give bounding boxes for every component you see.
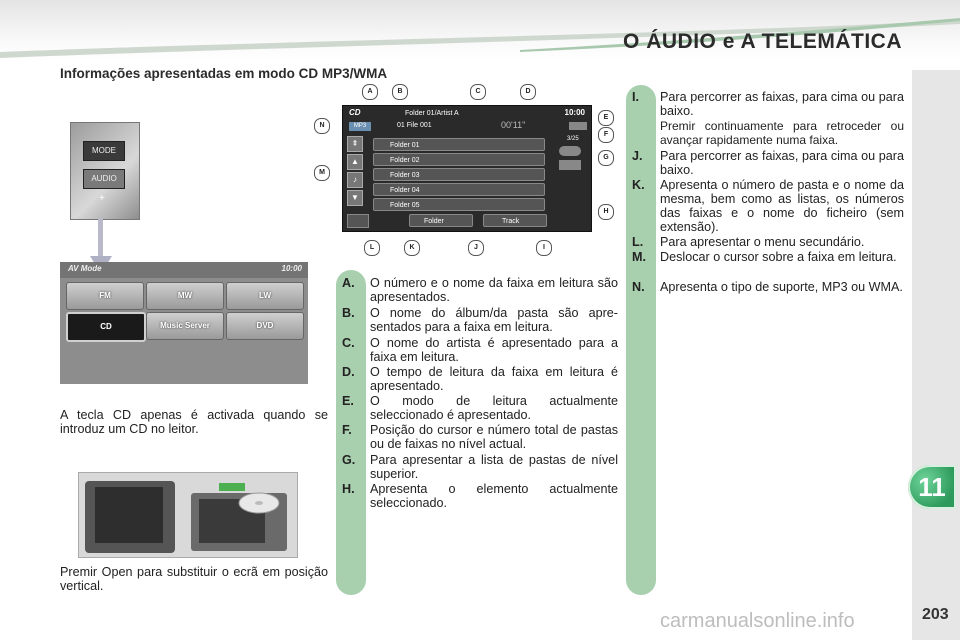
watermark: carmanualsonline.info xyxy=(660,610,855,632)
callout-f: F xyxy=(598,127,614,143)
section-title: Informações apresentadas em modo CD MP3/WMA xyxy=(60,66,388,81)
callout-b: B xyxy=(392,84,408,100)
screen-open-illustration xyxy=(79,473,297,557)
current-folder-artist: Folder 01/Artist A xyxy=(405,110,459,117)
page-number: 203 xyxy=(922,606,949,623)
callout-d: D xyxy=(520,84,536,100)
page-title: O ÁUDIO e A TELEMÁTICA xyxy=(623,30,902,53)
media-type-badge: MP3 xyxy=(349,122,371,131)
scroll-down-icon: ▼ xyxy=(347,190,363,206)
cd-disc-icon xyxy=(559,146,581,156)
av-button-fm: FM xyxy=(66,282,144,310)
cursor-counter: 3/25 xyxy=(567,136,579,142)
cd-screen-photo xyxy=(78,472,298,558)
pointer-line xyxy=(98,218,103,258)
audio-key: AUDIO xyxy=(83,169,125,189)
submenu-icon xyxy=(347,214,369,228)
callout-a: A xyxy=(362,84,378,100)
folder-up-icon xyxy=(559,160,581,170)
av-mode-clock: 10:00 xyxy=(281,264,302,273)
chapter-number: 11 xyxy=(918,472,946,502)
av-mode-title: AV Mode xyxy=(68,264,102,273)
folder-row: Folder 05 xyxy=(373,198,545,211)
callout-e: E xyxy=(598,110,614,126)
caption-open: Premir Open para substituir o ecrã em posição vertical. xyxy=(60,565,328,593)
callout-j: J xyxy=(468,240,484,256)
scroll-up-icon: ▲ xyxy=(347,154,363,170)
callout-n: N xyxy=(314,118,330,134)
folder-nav-button: Folder xyxy=(409,214,473,227)
callout-l: L xyxy=(364,240,380,256)
cd-screen-clock: 10:00 xyxy=(564,108,585,117)
callout-h: H xyxy=(598,204,614,220)
chapter-tab xyxy=(908,465,956,509)
cd-mp3-screen xyxy=(342,105,592,232)
folder-row: Folder 03 xyxy=(373,168,545,181)
av-mode-screen xyxy=(60,262,308,384)
callout-i: I xyxy=(536,240,552,256)
track-nav-button: Track xyxy=(483,214,547,227)
cd-screen-title: CD xyxy=(349,108,361,117)
av-button-dvd: DVD xyxy=(226,312,304,340)
callout-m: M xyxy=(314,165,330,181)
folder-row: Folder 01 xyxy=(373,138,545,151)
callout-g: G xyxy=(598,150,614,166)
av-button-music-server: Music Server xyxy=(146,312,224,340)
callout-k: K xyxy=(404,240,420,256)
right-margin-strip xyxy=(912,70,960,640)
play-mode-icon xyxy=(569,122,587,130)
plus-icon: + xyxy=(99,193,105,204)
control-panel-image xyxy=(70,122,140,220)
current-file: 01 File 001 xyxy=(397,122,432,129)
mode-key: MODE xyxy=(83,141,125,161)
caption-cd-key: A tecla CD apenas é activada quando se introduz um CD no leitor. xyxy=(60,408,328,436)
elapsed-time: 00'11" xyxy=(501,120,526,130)
av-mode-header xyxy=(60,262,308,278)
folder-row: Folder 04 xyxy=(373,183,545,196)
av-button-cd: CD xyxy=(66,312,146,342)
current-track-icon: ♪ xyxy=(347,172,363,188)
scroll-top-icon: ⇞ xyxy=(347,136,363,152)
callout-c: C xyxy=(470,84,486,100)
av-button-mw: MW xyxy=(146,282,224,310)
av-button-lw: LW xyxy=(226,282,304,310)
folder-row: Folder 02 xyxy=(373,153,545,166)
